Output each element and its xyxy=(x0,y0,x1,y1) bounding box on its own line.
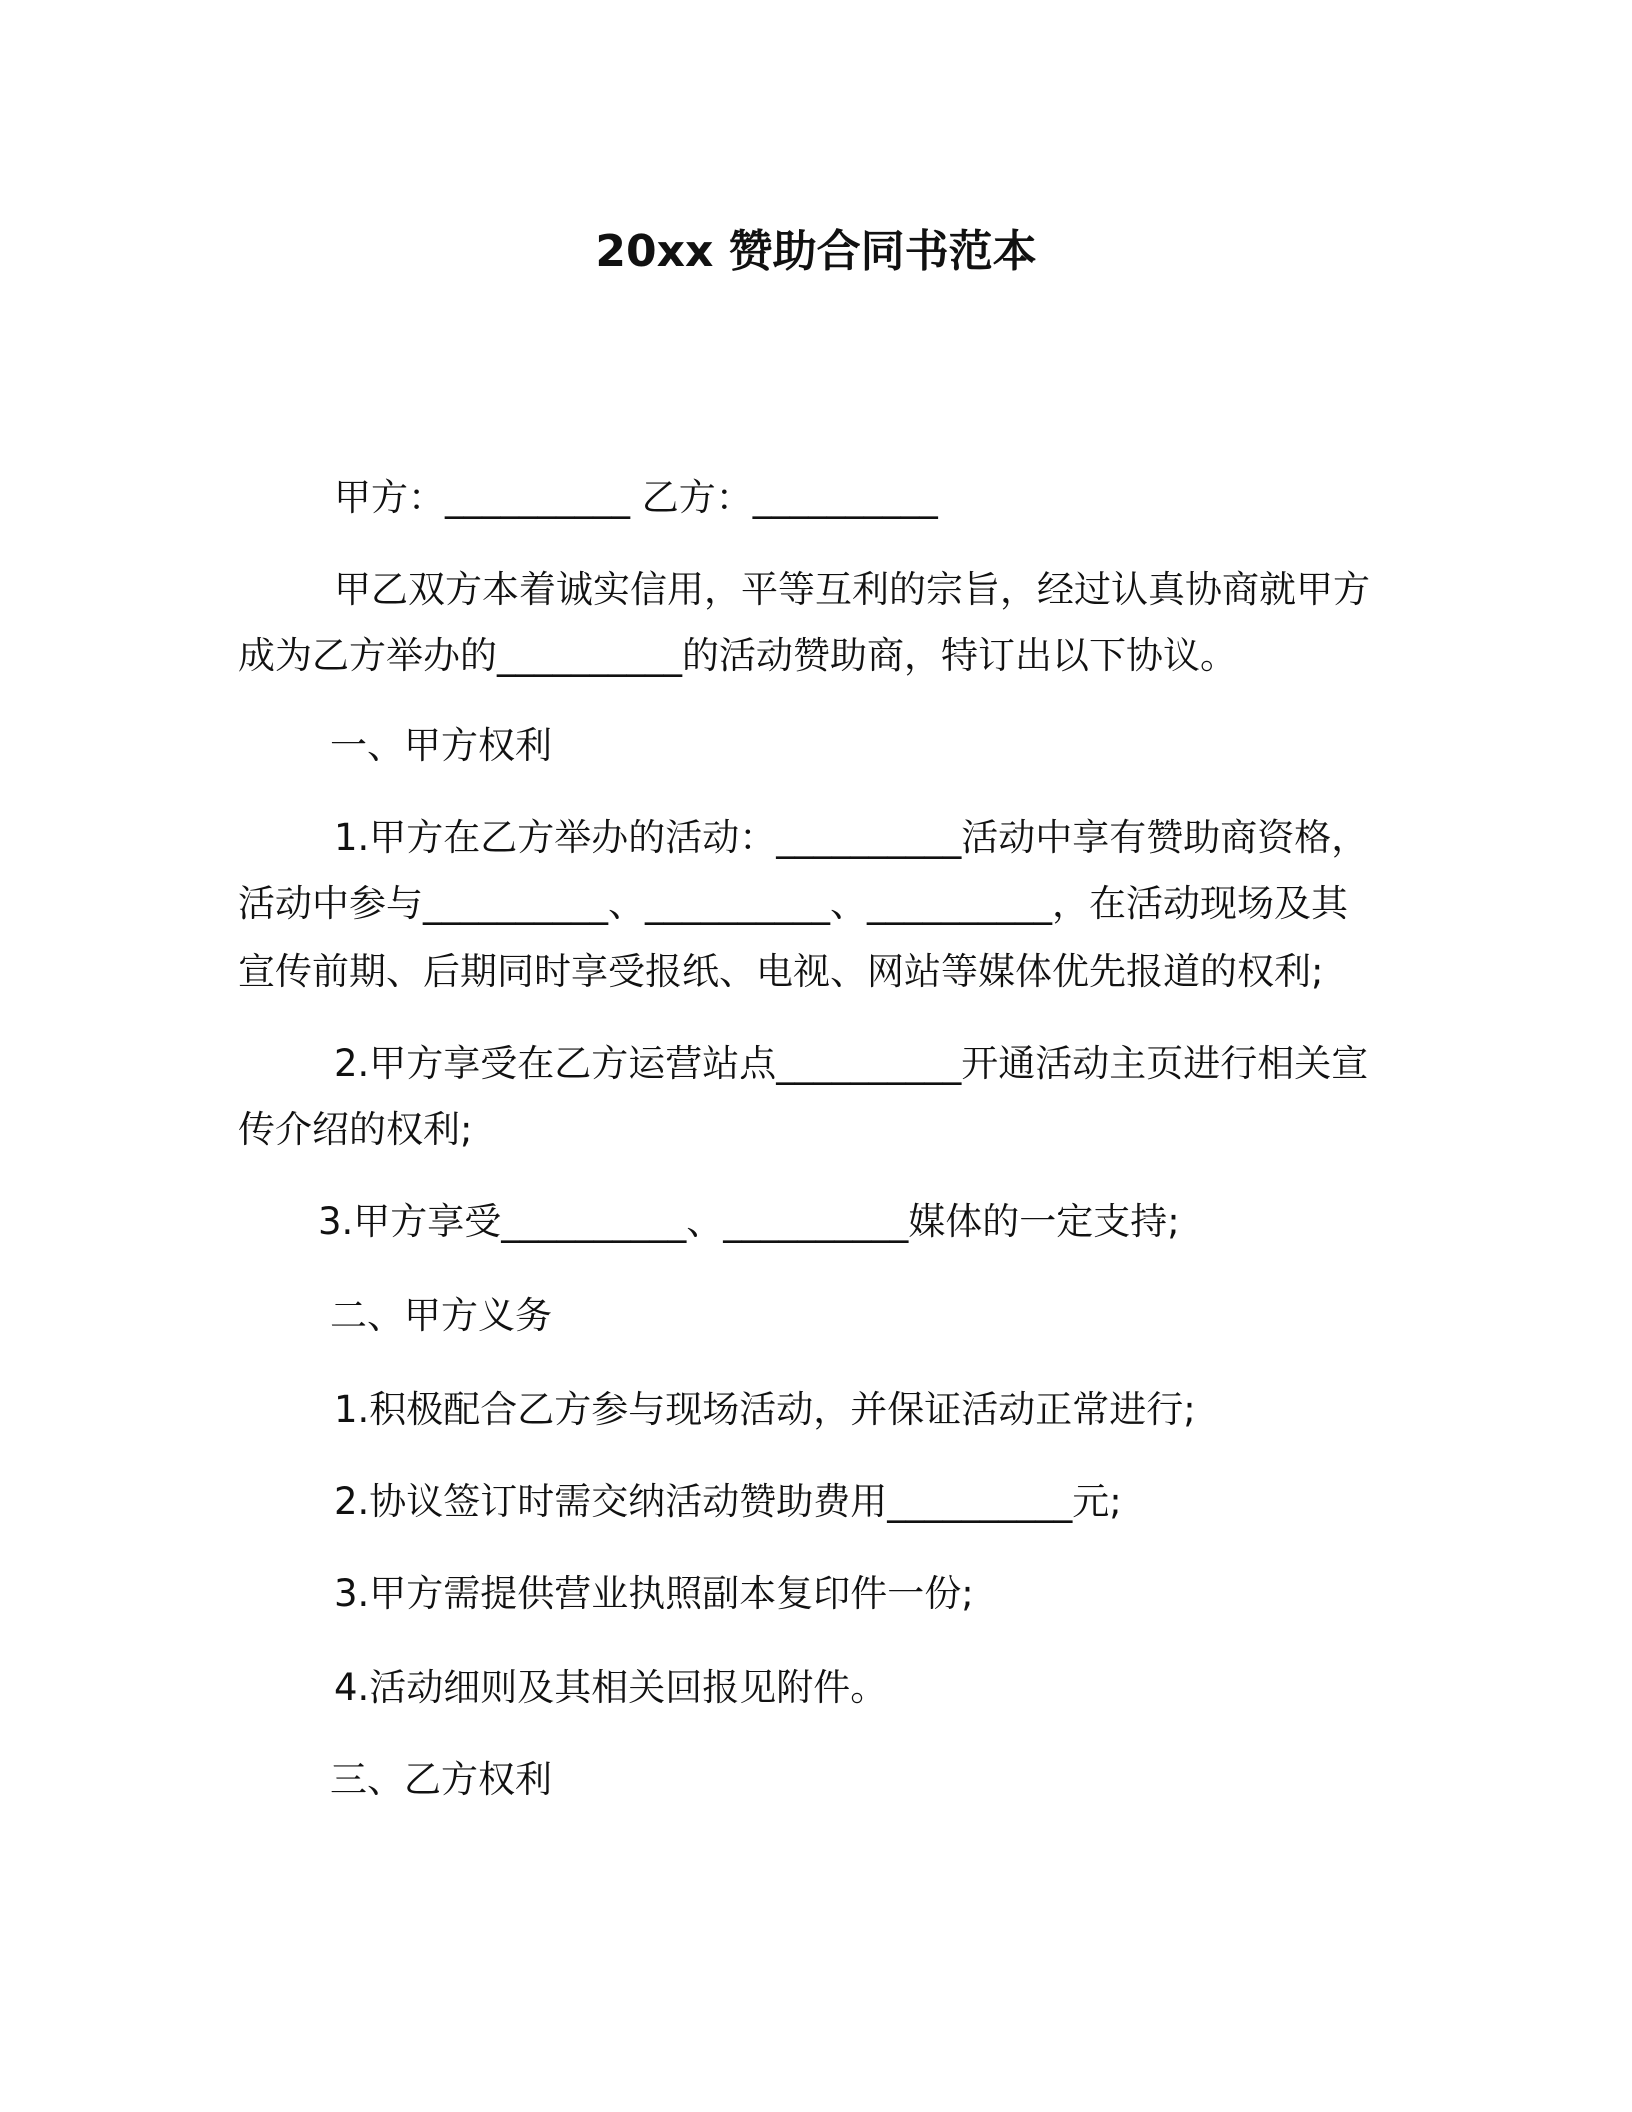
section-2-heading: 二、甲方义务 xyxy=(330,1294,552,1337)
section-2-item-3: 3.甲方需提供营业执照副本复印件一份; xyxy=(334,1572,974,1615)
document-title: 20xx 赞助合同书范本 xyxy=(595,226,1037,277)
section-2-item-4: 4.活动细则及其相关回报见附件。 xyxy=(334,1666,888,1709)
section-1-heading: 一、甲方权利 xyxy=(330,724,552,767)
section-2-item-2: 2.协议签订时需交纳活动赞助费用__________元; xyxy=(334,1480,1122,1523)
section-1-item-1-line-3: 宣传前期、后期同时享受报纸、电视、网站等媒体优先报道的权利; xyxy=(238,950,1324,993)
section-3-heading: 三、乙方权利 xyxy=(330,1758,552,1801)
intro-line-1: 甲乙双方本着诚实信用，平等互利的宗旨，经过认真协商就甲方 xyxy=(334,568,1370,611)
section-1-item-3: 3.甲方享受__________、__________媒体的一定支持; xyxy=(318,1200,1180,1243)
section-2-item-1: 1.积极配合乙方参与现场活动，并保证活动正常进行; xyxy=(334,1388,1196,1431)
intro-line-2: 成为乙方举办的__________的活动赞助商，特订出以下协议。 xyxy=(238,634,1237,677)
section-1-item-2-line-1: 2.甲方享受在乙方运营站点__________开通活动主页进行相关宣 xyxy=(334,1042,1369,1085)
section-1-item-1-line-1: 1.甲方在乙方举办的活动：__________活动中享有赞助商资格， xyxy=(334,816,1369,859)
parties-line: 甲方：__________ 乙方：__________ xyxy=(334,476,938,519)
section-1-item-2-line-2: 传介绍的权利; xyxy=(238,1108,473,1151)
section-1-item-1-line-2: 活动中参与__________、__________、__________，在活动现场及其 xyxy=(238,882,1348,925)
